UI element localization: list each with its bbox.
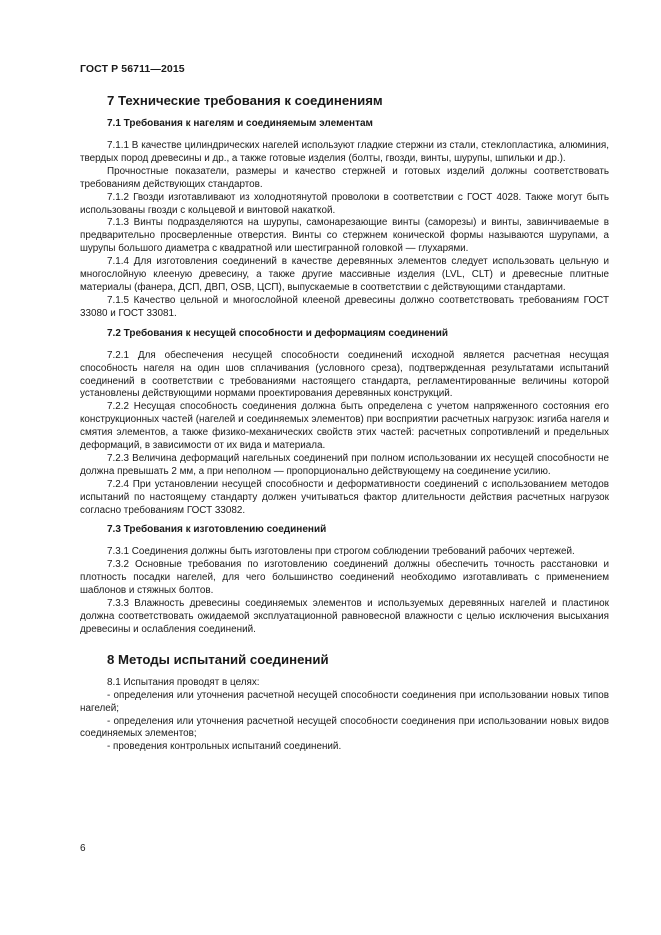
subsection-7-2-title: 7.2 Требования к несущей способности и деформациям соединений (107, 327, 449, 339)
paragraph-7-2-2: 7.2.2 Несущая способность соединения должна быть определена с учетом напряженного состояния его конструкционных частей (нагелей и соединяемых элементов) при восприятии расчетных нагрузок: изгиба нагеля и смятия элементов, а также физико-механических свойств этих частей: расчетных сопротивлений и предельных деформаций, в зависимости от их вида и материала. (80, 401, 609, 452)
list-item-8-1-c: - проведения контрольных испытаний соединений. (107, 741, 342, 753)
list-item-8-1-b: - определения или уточнения расчетной несущей способности соединения при использовании новых видов соединяемых элементов; (80, 715, 609, 740)
paragraph-7-3-1: 7.3.1 Соединения должны быть изготовлены при строгом соблюдении требований рабочих чертежей. (107, 546, 575, 558)
paragraph-7-1-5: 7.1.5 Качество цельной и многослойной клееной древесины должно соответствовать требованиям ГОСТ 33080 и ГОСТ 33081. (80, 294, 609, 319)
paragraph-7-2-1: 7.2.1 Для обеспечения несущей способности соединений исходной является расчетная несущая способность нагеля на один шов сплачивания (условного среза), подтвержденная результатами испытаний соединений в соответствии с требованиями настоящего стандарта, регламентированные величины которой установлены действующими нормами проектирования деревянных конструкций. (80, 349, 609, 400)
paragraph-7-3-2: 7.3.2 Основные требования по изготовлению соединений должны обеспечить точность расстановки и плотность посадки нагелей, для чего большинство соединений необходимо изготавливать с применением шаблонов и стяжных болтов. (80, 559, 609, 597)
subsection-7-1-title: 7.1 Требования к нагелям и соединяемым элементам (107, 118, 373, 129)
paragraph-7-1-3: 7.1.3 Винты подразделяются на шурупы, самонарезающие винты (саморезы) и винты, завинчиваемые в предварительно просверленные отверстия. Винты со стержнем конической формы называются шурупами, а шурупы большого диаметра с квадратной или шестигранной головкой — глухарями. (80, 217, 609, 255)
paragraph-7-3-3: 7.3.3 Влажность древесины соединяемых элементов и используемых деревянных нагелей и пластинок должна соответствовать ожидаемой эксплуатационной равновесной влажности с целью исключения высыхания древесины и ослабления соединений. (80, 598, 609, 635)
paragraph-8-1: 8.1 Испытания проводят в целях: (107, 676, 260, 688)
page-content (80, 93, 609, 754)
paragraph-7-2-4: 7.2.4 При установлении несущей способности и деформативности соединений с использованием методов испытаний по настоящему стандарту должен учитываться фактор длительности действия расчетных нагрузок согласно требованиям ГОСТ 33082. (80, 478, 609, 516)
paragraph-7-1-2: 7.1.2 Гвозди изготавливают из холоднотянутой проволоки в соответствии с ГОСТ 4028. Также могут быть использованы гвозди с кольцевой и винтовой накаткой. (80, 191, 609, 216)
page-number: 6 (80, 843, 86, 854)
paragraph-7-1-1-cont: Прочностные показатели, размеры и качество стержней и готовых изделий должны соответствовать требованиям действующих стандартов. (80, 165, 609, 190)
subsection-7-3-title: 7.3 Требования к изготовлению соединений (107, 524, 327, 536)
section-7-title: 7 Технические требования к соединениям (107, 93, 383, 108)
section-8-title: 8 Методы испытаний соединений (107, 651, 329, 667)
document-header: ГОСТ Р 56711—2015 (80, 63, 185, 75)
paragraph-7-1-4: 7.1.4 Для изготовления соединений в качестве деревянных элементов следует использовать цельную и многослойную клееную древесину, а также другие массивные изделия (LVL, CLT) и древесные плитные материалы (фанера, ДСП, ДВП, OSB, ЦСП), выпускаемые в соответствии с действующими стандартами. (80, 256, 609, 293)
paragraph-7-1-1: 7.1.1 В качестве цилиндрических нагелей используют гладкие стержни из стали, стеклопластика, алюминия, твердых пород древесины и др., а также готовые изделия (болты, гвозди, винты, шурупы, шпильки и др.). (80, 140, 609, 164)
list-item-8-1-a: - определения или уточнения расчетной несущей способности соединения при использовании новых типов нагелей; (80, 689, 609, 714)
paragraph-7-2-3: 7.2.3 Величина деформаций нагельных соединений при полном использовании их несущей способности не должна превышать 2 мм, а при неполном — пропорционально действующему на соединение усилию. (80, 452, 609, 477)
